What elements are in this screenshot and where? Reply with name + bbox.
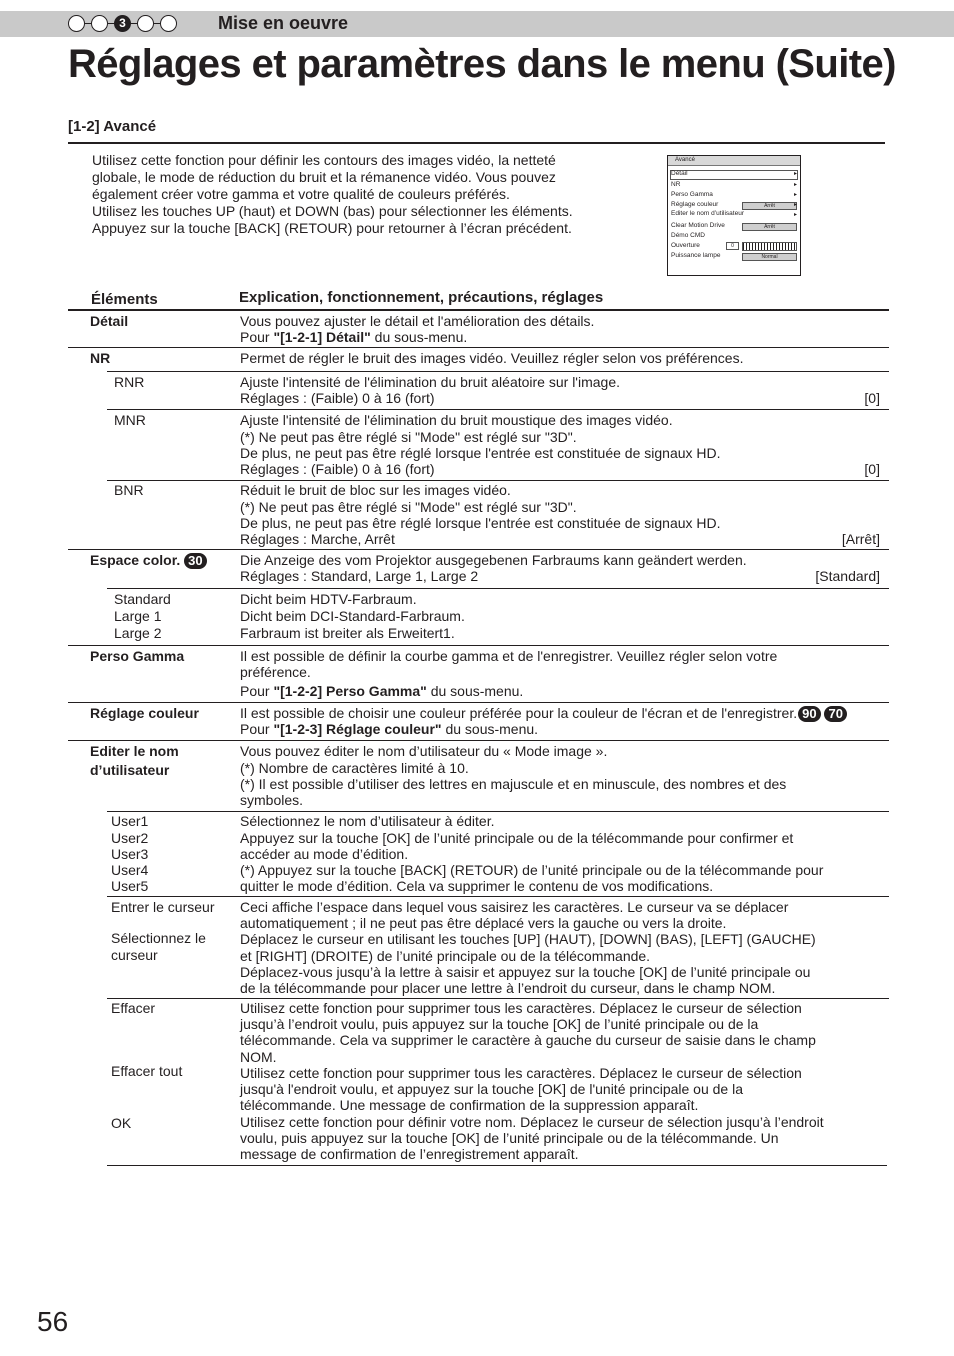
row-text: (*) Ne peut pas être réglé si "Mode" est réglé sur "3D". [240,429,577,445]
osd-item: Réglage couleur [671,201,719,208]
page-title: Réglages et paramètres dans le menu (Suite) [68,42,896,86]
row-text: Réglages : (Faible) 0 à 16 (fort) [240,461,435,477]
step-2-icon [91,15,108,32]
row-text: Die Anzeige des vom Projektor ausgegebenen Farbraums kann geändert werden. [240,552,747,568]
row-text: Réglages : (Faible) 0 à 16 (fort) [240,390,435,406]
osd-value: Arrêt [742,223,797,231]
row-text: De plus, ne peut pas être réglé lorsque l'entrée est constituée de signaux HD. [240,445,721,461]
row-text: de la télécommande pour placer une lettre à l’endroit du curseur, dans le champ NOM. [240,980,776,996]
row-name-gamma: Perso Gamma [90,648,185,664]
osd-item: Ouverture [671,242,700,249]
row-text: Dicht beim DCI-Standard-Farbraum. [240,608,465,624]
row-text: De plus, ne peut pas être réglé lorsque l'entrée est constituée de signaux HD. [240,515,721,531]
option-name: Effacer tout [111,1063,183,1079]
osd-menu-screenshot [667,155,801,276]
subsection-rule [68,142,885,144]
osd-value: 0 [726,242,739,250]
option-name: Standard [114,591,171,607]
osd-item: Détail [671,170,688,177]
row-text: Utilisez cette fonction pour définir votre nom. Déplacez le curseur de sélection jusqu’à l’endroit [240,1114,824,1130]
row-text: Vous pouvez éditer le nom d’utilisateur du « Mode image ». [240,743,608,759]
row-text: (*) Appuyez sur la touche [BACK] (RETOUR) de l’unité principale ou de la télécommande pour [240,862,824,878]
osd-item: Puissance lampe [671,252,721,259]
row-text: Pour "[1-2-2] Perso Gamma" du sous-menu. [240,683,524,699]
table-rule [107,998,889,999]
row-text: et [RIGHT] (DROITE) de l’unité principale ou de la télécommande. [240,948,651,964]
option-name: User1 [111,813,149,829]
row-text: Utilisez cette fonction pour supprimer tous les caractères. Déplacez le curseur de sélection [240,1000,802,1016]
step-1-icon [68,15,85,32]
row-text: (*) Ne peut pas être réglé si "Mode" est réglé sur "3D". [240,499,577,515]
subsection-title: [1-2] Avancé [68,118,157,135]
row-text: télécommande. Une message de confirmation de la suppression apparaît. [240,1097,699,1113]
row-text: Appuyez sur la touche [OK] de l’unité principale ou de la télécommande pour confirmer et [240,830,794,846]
row-text: quitter le mode d’édition. Cela va supprimer le contenu de vos modifications. [240,878,714,894]
row-text: Utilisez cette fonction pour supprimer tous les caractères. Déplacez le curseur de sélection [240,1065,802,1081]
row-text: jusqu'à l'endroit voulu, et appuyez sur la touche [OK] de l'unité principale ou de la [240,1081,744,1097]
row-text: Vous pouvez ajuster le détail et l'amélioration des détails. [240,313,595,329]
osd-item: Démo CMD [671,232,705,239]
row-text: Réduit le bruit de bloc sur les images vidéo. [240,482,511,498]
row-name-editer-2: d’utilisateur [90,762,170,778]
row-text: Ajuste l'intensité de l'élimination du bruit aléatoire sur l'image. [240,374,620,390]
option-name: Sélectionnez le [111,930,206,946]
row-text: NOM. [240,1049,277,1065]
option-name: OK [111,1115,132,1131]
table-rule [107,896,889,897]
row-text: Déplacez le curseur en utilisant les touches [UP] (HAUT), [DOWN] (BAS), [LEFT] (GAUCHE) [240,931,816,947]
row-text: Ajuste l'intensité de l'élimination du bruit moustique des images vidéo. [240,412,673,428]
step-3-icon: 3 [114,15,131,32]
chevron-right-icon: ▸ [793,212,797,218]
row-name-detail: Détail [90,313,129,329]
page-ref-badge: 90 [798,706,820,722]
row-text: Sélectionnez le nom d’utilisateur à éditer. [240,813,495,829]
table-rule [107,811,889,812]
row-default-value: [Standard] [815,568,880,584]
table-rule [68,549,889,550]
option-name: Large 1 [114,608,162,624]
page-ref-badge: 30 [184,553,206,569]
osd-item: Clear Motion Drive [671,222,725,229]
option-name: Entrer le curseur [111,899,215,915]
option-name: Large 2 [114,625,162,641]
row-text: Pour "[1-2-3] Réglage couleur" du sous-menu. [240,721,539,737]
table-rule [107,588,889,589]
chevron-right-icon: ▸ [793,182,797,188]
osd-value: Arrêt [742,202,797,210]
table-rule [107,409,889,410]
option-name: User5 [111,878,149,894]
row-text: Farbraum ist breiter als Erweitert1. [240,625,455,641]
row-default-value: [0] [864,390,880,406]
row-text: télécommande. Cela va supprimer le caractère à gauche du curseur de saisie dans le champ [240,1032,816,1048]
chevron-right-icon: ▸ [793,192,797,198]
table-rule [107,1165,887,1166]
row-text: Pour "[1-2-1] Détail" du sous-menu. [240,329,468,345]
osd-item: NR [671,181,681,188]
row-text: Réglages : Marche, Arrêt [240,531,395,547]
row-name-couleur: Réglage couleur [90,705,199,721]
col-header-elements: Éléments [91,291,158,308]
section-title: Mise en oeuvre [218,13,349,33]
row-name-mnr: MNR [114,412,146,428]
row-text: (*) Nombre de caractères limité à 10. [240,760,469,776]
row-default-value: [0] [864,461,880,477]
page-number: 56 [37,1306,69,1337]
table-rule [68,645,889,646]
row-text: message de confirmation de l’enregistrement apparaît. [240,1146,579,1162]
row-text: Il est possible de choisir une couleur préférée pour la couleur de l'écran et de l'enregistrer. 90 70 [240,705,847,722]
table-rule [68,702,889,703]
osd-item: Editer le nom d’utilisateur [671,210,744,217]
row-default-value: [Arrêt] [841,531,880,547]
row-name-editer: Editer le nom [90,743,179,759]
step-5-icon [160,15,177,32]
row-text: Il est possible de définir la courbe gamma et de l'enregistrer. Veuillez régler selon votre [240,648,778,664]
option-name: Effacer [111,1000,156,1016]
option-name: User2 [111,830,149,846]
row-name-nr: NR [90,350,111,366]
row-text: voulu, puis appuyez sur la touche [OK] de l’unité principale ou de la télécommande. Un [240,1130,779,1146]
row-text: Déplacez-vous jusqu’à la lettre à saisir et appuyez sur la touche [OK] de l’unité principale ou [240,964,811,980]
row-name-espace: Espace color. 30 [90,552,207,569]
row-text: (*) Il est possible d’utiliser des lettres en majuscule et en minuscule, des nombres et des [240,776,787,792]
row-name-rnr: RNR [114,374,145,390]
osd-title: Avancé [675,157,695,163]
row-text: jusqu’à l’endroit voulu, puis appuyez sur la touche [OK] de l’unité principale ou de la [240,1016,759,1032]
step-4-icon [137,15,154,32]
osd-slider [742,242,797,251]
table-rule [107,480,889,481]
intro-text: Utilisez cette fonction pour définir les contours des images vidéo, la netteté globale, le mode de réduction du bruit et la rémanence vidéo. Vous pouvez également créer votre gamma et votre qualité de couleurs préférés. Utilisez les touches UP (haut) et DOWN (bas) pour sélectionner les éléments. Appuyez sur la touche [BACK] (RETOUR) pour retourner à l’écran précédent. [92,152,573,236]
row-text: accéder au mode d’édition. [240,846,409,862]
row-text: Permet de régler le bruit des images vidéo. Veuillez régler selon vos préférences. [240,350,744,366]
page-ref-badge: 70 [824,706,846,722]
chevron-right-icon: ▸ [793,171,797,177]
table-rule [68,347,889,348]
row-text: préférence. [240,664,311,680]
option-name: User4 [111,862,149,878]
osd-item: Perso Gamma [671,191,713,198]
option-name: curseur [111,947,158,963]
row-text: Dicht beim HDTV-Farbraum. [240,591,417,607]
col-header-explanation: Explication, fonctionnement, précautions, réglages [239,289,604,306]
table-rule [68,740,889,741]
chevron-right-icon: ▸ [793,202,797,208]
osd-value: Normal [742,253,797,261]
option-name: User3 [111,846,149,862]
table-rule [68,309,889,311]
row-text: automatiquement ; il ne peut pas être déplacé vers la gauche ou vers la droite. [240,915,727,931]
row-name-bnr: BNR [114,482,144,498]
row-text: Réglages : Standard, Large 1, Large 2 [240,568,479,584]
row-text: Ceci affiche l’espace dans lequel vous saisirez les caractères. Le curseur va se déplacer [240,899,789,915]
row-text: symboles. [240,792,304,808]
table-rule [107,371,889,372]
